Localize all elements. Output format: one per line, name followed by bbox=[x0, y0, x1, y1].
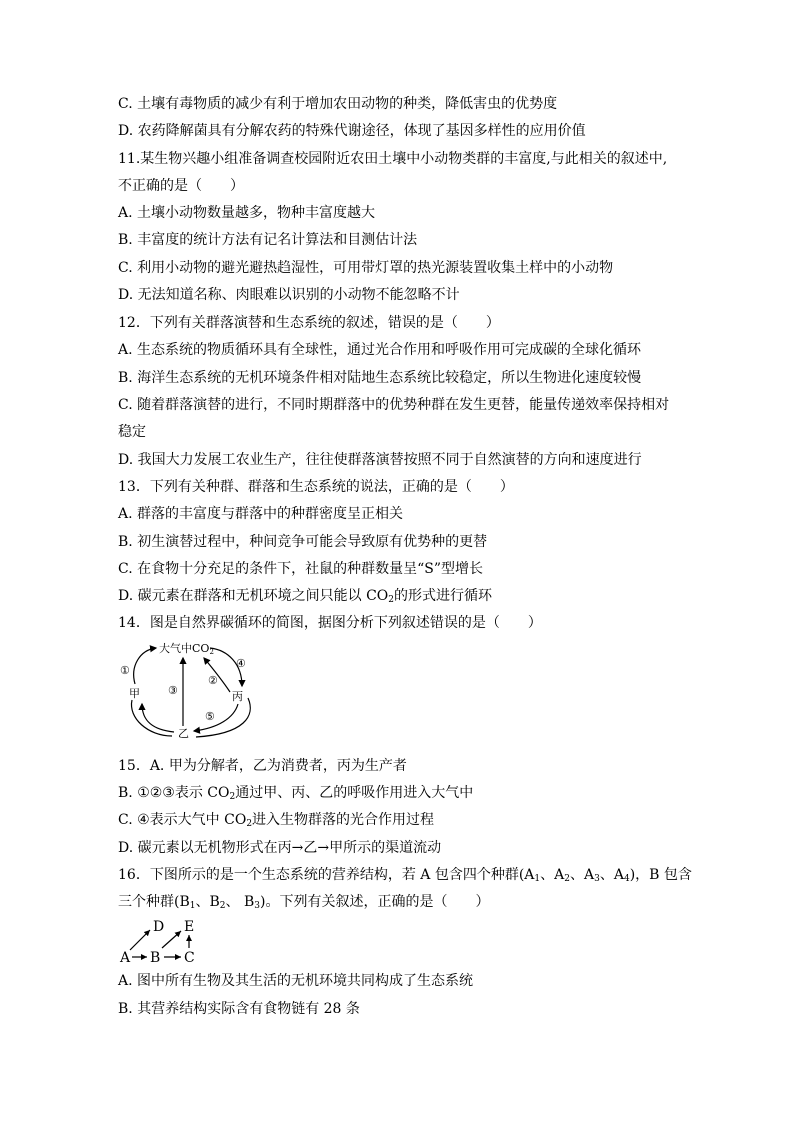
q11-option-c: C. 利用小动物的避光避热趋湿性，可用带灯罩的热光源装置收集土样中的小动物 bbox=[118, 260, 614, 276]
q13-option-c: C. 在食物十分充足的条件下，社鼠的种群数量呈“S”型增长 bbox=[118, 561, 484, 577]
q10-option-d: D. 农药降解菌具有分解农药的特殊代谢途径，体现了基因多样性的应用价值 bbox=[118, 123, 586, 139]
node-d: D bbox=[153, 919, 165, 935]
q11-stem-line1: 11.某生物兴趣小组准备调查校园附近农田土壤中小动物类群的丰富度,与此相关的叙述中, bbox=[118, 151, 668, 167]
q11-option-a: A. 土壤小动物数量越多，物种丰富度越大 bbox=[118, 205, 376, 221]
arrow-yi-to-jia bbox=[142, 704, 174, 732]
node-bing-label: 丙 bbox=[232, 690, 243, 703]
q11-option-b: B. 丰富度的统计方法有记名计算法和目测估计法 bbox=[118, 232, 418, 248]
q12-stem: 12．下列有关群落演替和生态系统的叙述，错误的是（ ） bbox=[118, 315, 500, 331]
arrow-b-to-e bbox=[162, 931, 181, 948]
q13-option-b: B. 初生演替过程中，种间竞争可能会导致原有优势种的更替 bbox=[118, 534, 488, 550]
arrow-a-to-d bbox=[130, 930, 150, 950]
arrow-bing-to-yi bbox=[194, 704, 238, 731]
node-c: C bbox=[184, 950, 195, 966]
q15-option-c: C. ④表示大气中 $CO_2$进入生物群落的光合作用过程 bbox=[118, 812, 435, 829]
q13-option-d: D. 碳元素在群落和无机环境之间只能以 $CO_2$的形式进行循环 bbox=[118, 588, 492, 605]
q15-option-a: 15．A. 甲为分解者，乙为消费者，丙为生产者 bbox=[118, 758, 407, 774]
q12-option-c-line1: C. 随着群落演替的进行，不同时期群落中的优势种群在发生更替，能量传递效率保持相对 bbox=[118, 397, 670, 413]
q12-option-a: A. 生态系统的物质循环具有全球性，通过光合作用和呼吸作用可完成碳的全球化循环 bbox=[118, 342, 642, 358]
q12-option-c-line2: 稳定 bbox=[118, 424, 146, 440]
q16-stem-line1: 16．下图所示的是一个生态系统的营养结构，若 A 包含四个种群($A_1$、$A_2$、$A_3$、$A_4$)，B 包含 bbox=[118, 867, 692, 884]
q15-option-d: D. 碳元素以无机物形式在丙→乙→甲所示的渠道流动 bbox=[118, 840, 442, 856]
node-b: B bbox=[150, 950, 161, 966]
marker-2: ② bbox=[208, 674, 218, 687]
q11-stem-line2: 不正确的是（ ） bbox=[118, 178, 244, 194]
q16-option-a: A. 图中所有生物及其生活的无机环境共同构成了生态系统 bbox=[118, 973, 474, 989]
q12-option-d: D. 我国大力发展工农业生产，往往使群落演替按照不同于自然演替的方向和速度进行 bbox=[118, 452, 642, 468]
q10-option-c: C. 土壤有毒物质的减少有利于增加农田动物的种类，降低害虫的优势度 bbox=[118, 96, 558, 112]
q13-stem: 13．下列有关种群、群落和生态系统的说法，正确的是（ ） bbox=[118, 479, 514, 495]
marker-5: ⑤ bbox=[205, 710, 215, 723]
node-yi-label: 乙 bbox=[178, 727, 189, 740]
carbon-cycle-diagram bbox=[118, 638, 268, 743]
atmosphere-co2-label: 大气中CO2 bbox=[159, 642, 214, 656]
node-a: A bbox=[120, 950, 131, 966]
marker-1: ① bbox=[120, 664, 130, 677]
arrow-jia-to-atmosphere bbox=[134, 648, 156, 684]
node-jia-label: 甲 bbox=[129, 687, 140, 700]
q11-option-d: D. 无法知道名称、肉眼难以识别的小动物不能忽略不计 bbox=[118, 287, 460, 303]
q15-option-b: B. ①②③表示 $CO_2$通过甲、丙、乙的呼吸作用进入大气中 bbox=[118, 785, 474, 802]
food-web-diagram bbox=[118, 916, 208, 966]
q16-option-b: B. 其营养结构实际含有食物链有 28 条 bbox=[118, 1001, 360, 1017]
q16-stem-line2: 三个种群($B_1$、$B_2$、 $B_3$)。下列有关叙述，正确的是（ ） bbox=[118, 894, 490, 911]
q14-stem: 14．图是自然界碳循环的简图，据图分析下列叙述错误的是（ ） bbox=[118, 615, 542, 631]
q13-option-a: A. 群落的丰富度与群落中的种群密度呈正相关 bbox=[118, 506, 404, 522]
node-e: E bbox=[184, 919, 195, 935]
marker-4: ④ bbox=[236, 657, 246, 670]
marker-3: ③ bbox=[168, 684, 178, 697]
q12-option-b: B. 海洋生态系统的无机环境条件相对陆地生态系统比较稳定，所以生物进化速度较慢 bbox=[118, 370, 642, 386]
